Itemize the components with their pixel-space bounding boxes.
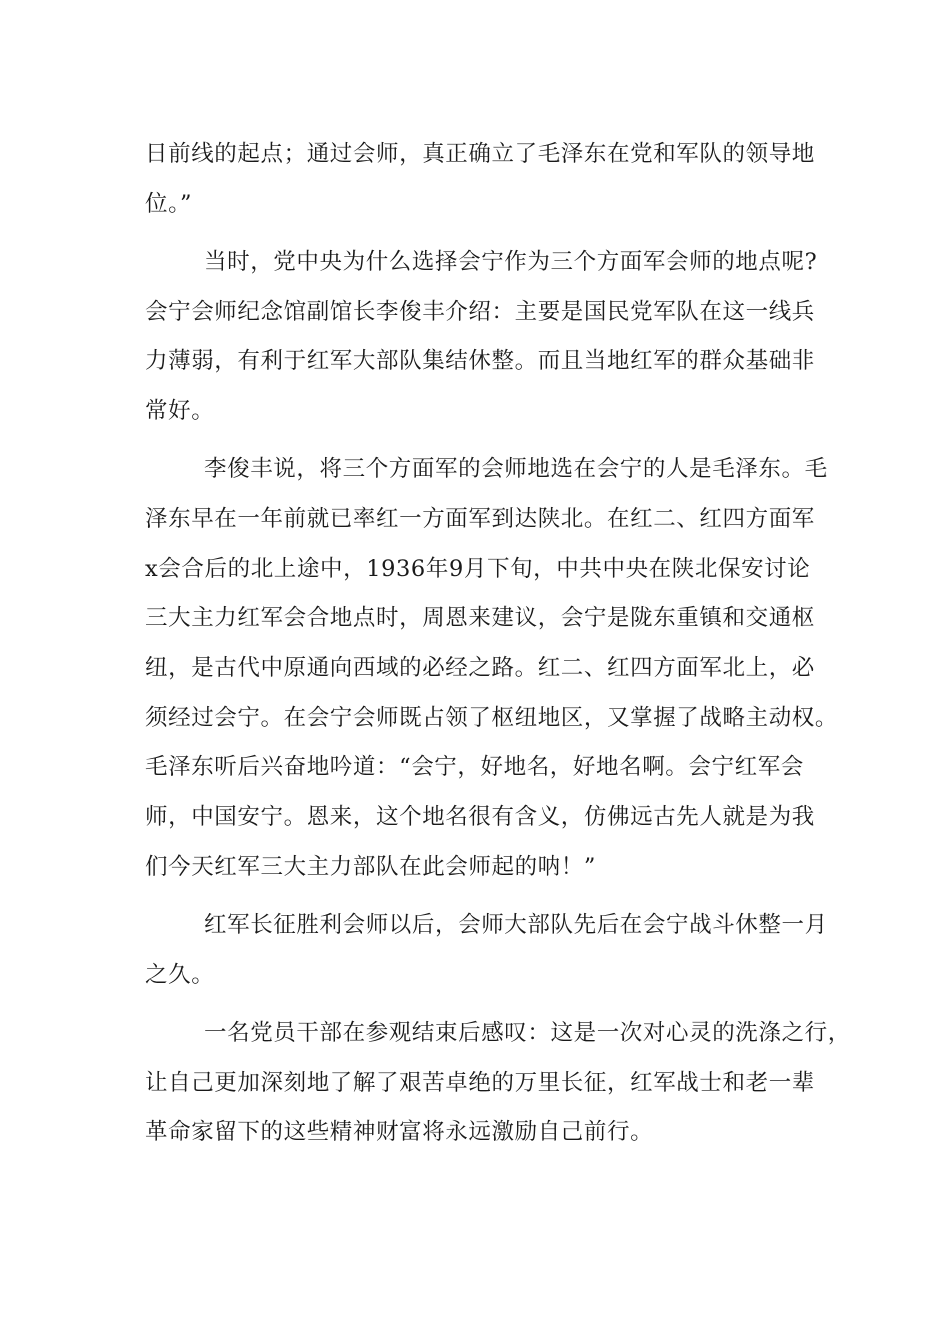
- paragraph-line: 泽东早在一年前就已率红一方面军到达陕北。在红二、红四方面军: [145, 506, 815, 532]
- paragraph-line: 当时，党中央为什么选择会宁作为三个方面军会师的地点呢?: [204, 249, 818, 275]
- paragraph-line: 纽，是古代中原通向西域的必经之路。红二、红四方面军北上，必: [145, 655, 815, 681]
- paragraph-line: 革命家留下的这些精神财富将永远激励自己前行。: [145, 1119, 654, 1145]
- paragraph-line: 让自己更加深刻地了解了艰苦卓绝的万里长征，红军战士和老一辈: [145, 1070, 815, 1096]
- paragraph-line: 李俊丰说，将三个方面军的会师地选在会宁的人是毛泽东。毛: [204, 456, 828, 482]
- paragraph-line: 会宁会师纪念馆副馆长李俊丰介绍：主要是国民党军队在这一线兵: [145, 299, 815, 325]
- paragraph-line: 师，中国安宁。恩来，这个地名很有含义，仿佛远古先人就是为我: [145, 804, 815, 830]
- paragraph-line: 须经过会宁。在会宁会师既占领了枢纽地区，又掌握了战略主动权。: [145, 705, 839, 731]
- paragraph-line: 之久。: [145, 962, 215, 988]
- paragraph-line: 三大主力红军会合地点时，周恩来建议，会宁是陇东重镇和交通枢: [145, 605, 815, 631]
- paragraph-line: 力薄弱，有利于红军大部队集结休整。而且当地红军的群众基础非: [145, 348, 815, 374]
- paragraph-line: 常好。: [145, 398, 215, 424]
- paragraph-line: x会合后的北上途中，1936年9月下旬，中共中央在陕北保安讨论: [145, 556, 811, 582]
- paragraph-line: 们今天红军三大主力部队在此会师起的呐！”: [145, 854, 597, 880]
- paragraph-line: 日前线的起点；通过会师，真正确立了毛泽东在党和军队的领导地: [145, 141, 815, 167]
- paragraph-line: 毛泽东听后兴奋地吟道：“会宁，好地名，好地名啊。会宁红军会: [145, 754, 804, 780]
- paragraph-line: 一名党员干部在参观结束后感叹：这是一次对心灵的洗涤之行，: [204, 1020, 851, 1046]
- paragraph-line: 位。”: [145, 191, 193, 217]
- paragraph-line: 红军长征胜利会师以后，会师大部队先后在会宁战斗休整一月: [204, 912, 828, 938]
